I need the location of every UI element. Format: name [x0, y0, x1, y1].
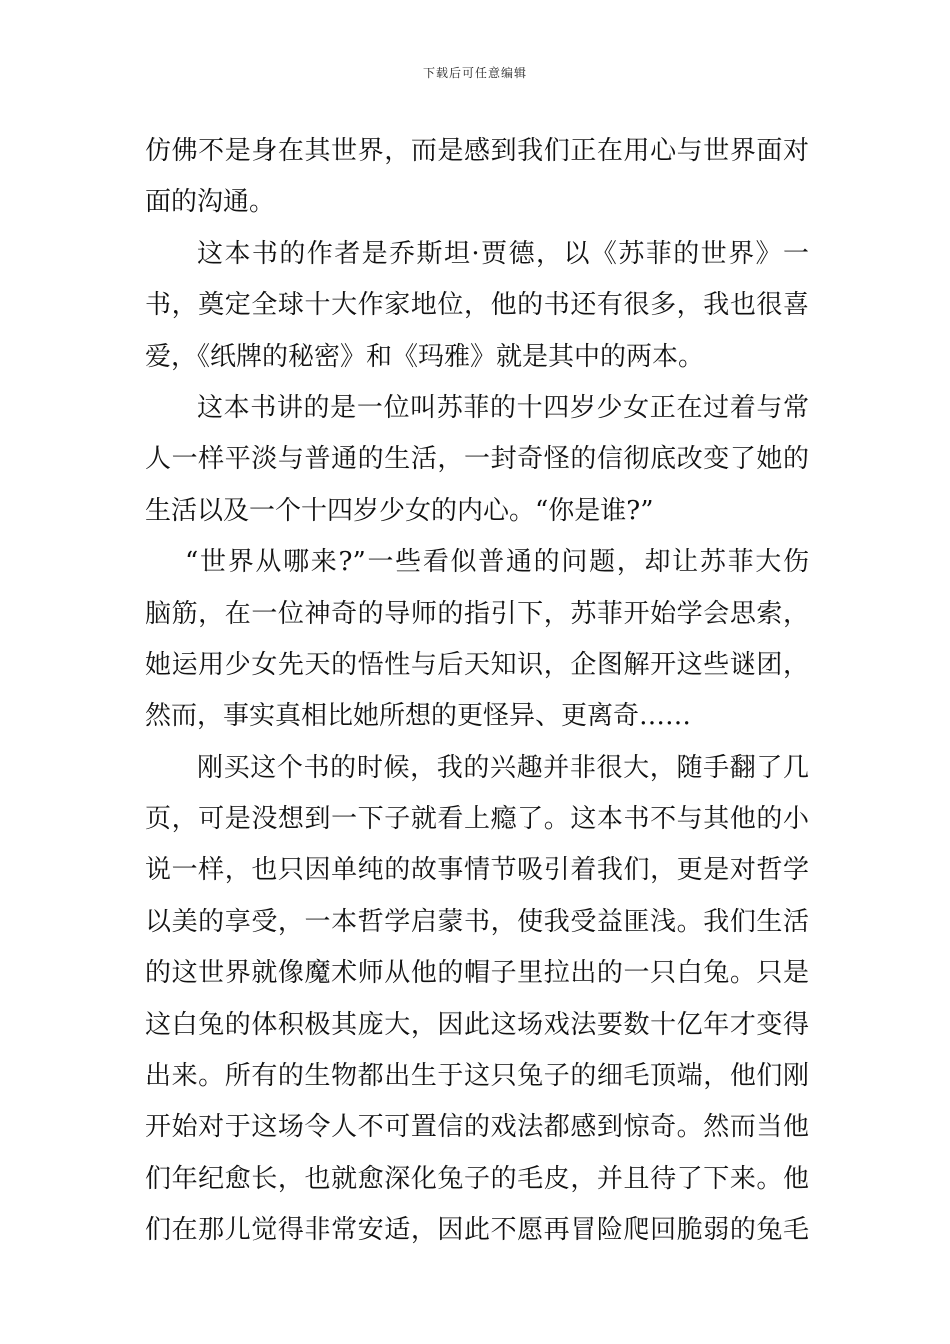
text-line: 脑筋，在一位神奇的导师的指引下，苏菲开始学会思索， [145, 598, 809, 629]
text-line: 们年纪愈长，也就愈深化兔子的毛皮，并且待了下来。他 [145, 1163, 809, 1194]
text-line: 这本书的作者是乔斯坦·贾德，以《苏菲的世界》一 [197, 238, 809, 269]
text-line: 然而，事实真相比她所想的更怪异、更离奇…… [145, 701, 692, 732]
text-line: 仿佛不是身在其世界，而是感到我们正在用心与世界面对 [145, 136, 809, 166]
text-line: 开始对于这场令人不可置信的戏法都感到惊奇。然而当他 [145, 1112, 809, 1143]
header-note: 下载后可任意编辑 [422, 66, 527, 80]
text-line: 们在那儿觉得非常安适，因此不愿再冒险爬回脆弱的兔毛 [145, 1215, 809, 1246]
text-line: 页，可是没想到一下子就看上瘾了。这本书不与其他的小 [145, 804, 809, 835]
text-line: 这白兔的体积极其庞大，因此这场戏法要数十亿年才变得 [145, 1009, 809, 1040]
text-line: 面的沟通。 [145, 187, 276, 218]
text-line: 生活以及一个十四岁少女的内心。“你是谁?” [145, 495, 654, 526]
text-line: 说一样，也只因单纯的故事情节吸引着我们，更是对哲学 [145, 855, 809, 886]
text-line: 爱，《纸牌的秘密》和《玛雅》就是其中的两本。 [145, 341, 705, 372]
text-line: 刚买这个书的时候，我的兴趣并非很大，随手翻了几 [197, 752, 809, 783]
text-line: 书，奠定全球十大作家地位，他的书还有很多，我也很喜 [145, 290, 809, 321]
text-line: 她运用少女先天的悟性与后天知识，企图解开这些谜团， [145, 649, 809, 680]
text-line: 人一样平淡与普通的生活，一封奇怪的信彻底改变了她的 [145, 444, 809, 475]
text-line: 出来。所有的生物都出生于这只兔子的细毛顶端，他们刚 [145, 1061, 809, 1092]
text-line: “世界从哪来?”一些看似普通的问题，却让苏菲大伤 [185, 547, 809, 578]
text-line: 的这世界就像魔术师从他的帽子里拉出的一只白兔。只是 [145, 958, 809, 989]
text-line: 这本书讲的是一位叫苏菲的十四岁少女正在过着与常 [197, 392, 809, 423]
text-line: 以美的享受，一本哲学启蒙书，使我受益匪浅。我们生活 [145, 906, 809, 937]
body-text [145, 126, 809, 1257]
